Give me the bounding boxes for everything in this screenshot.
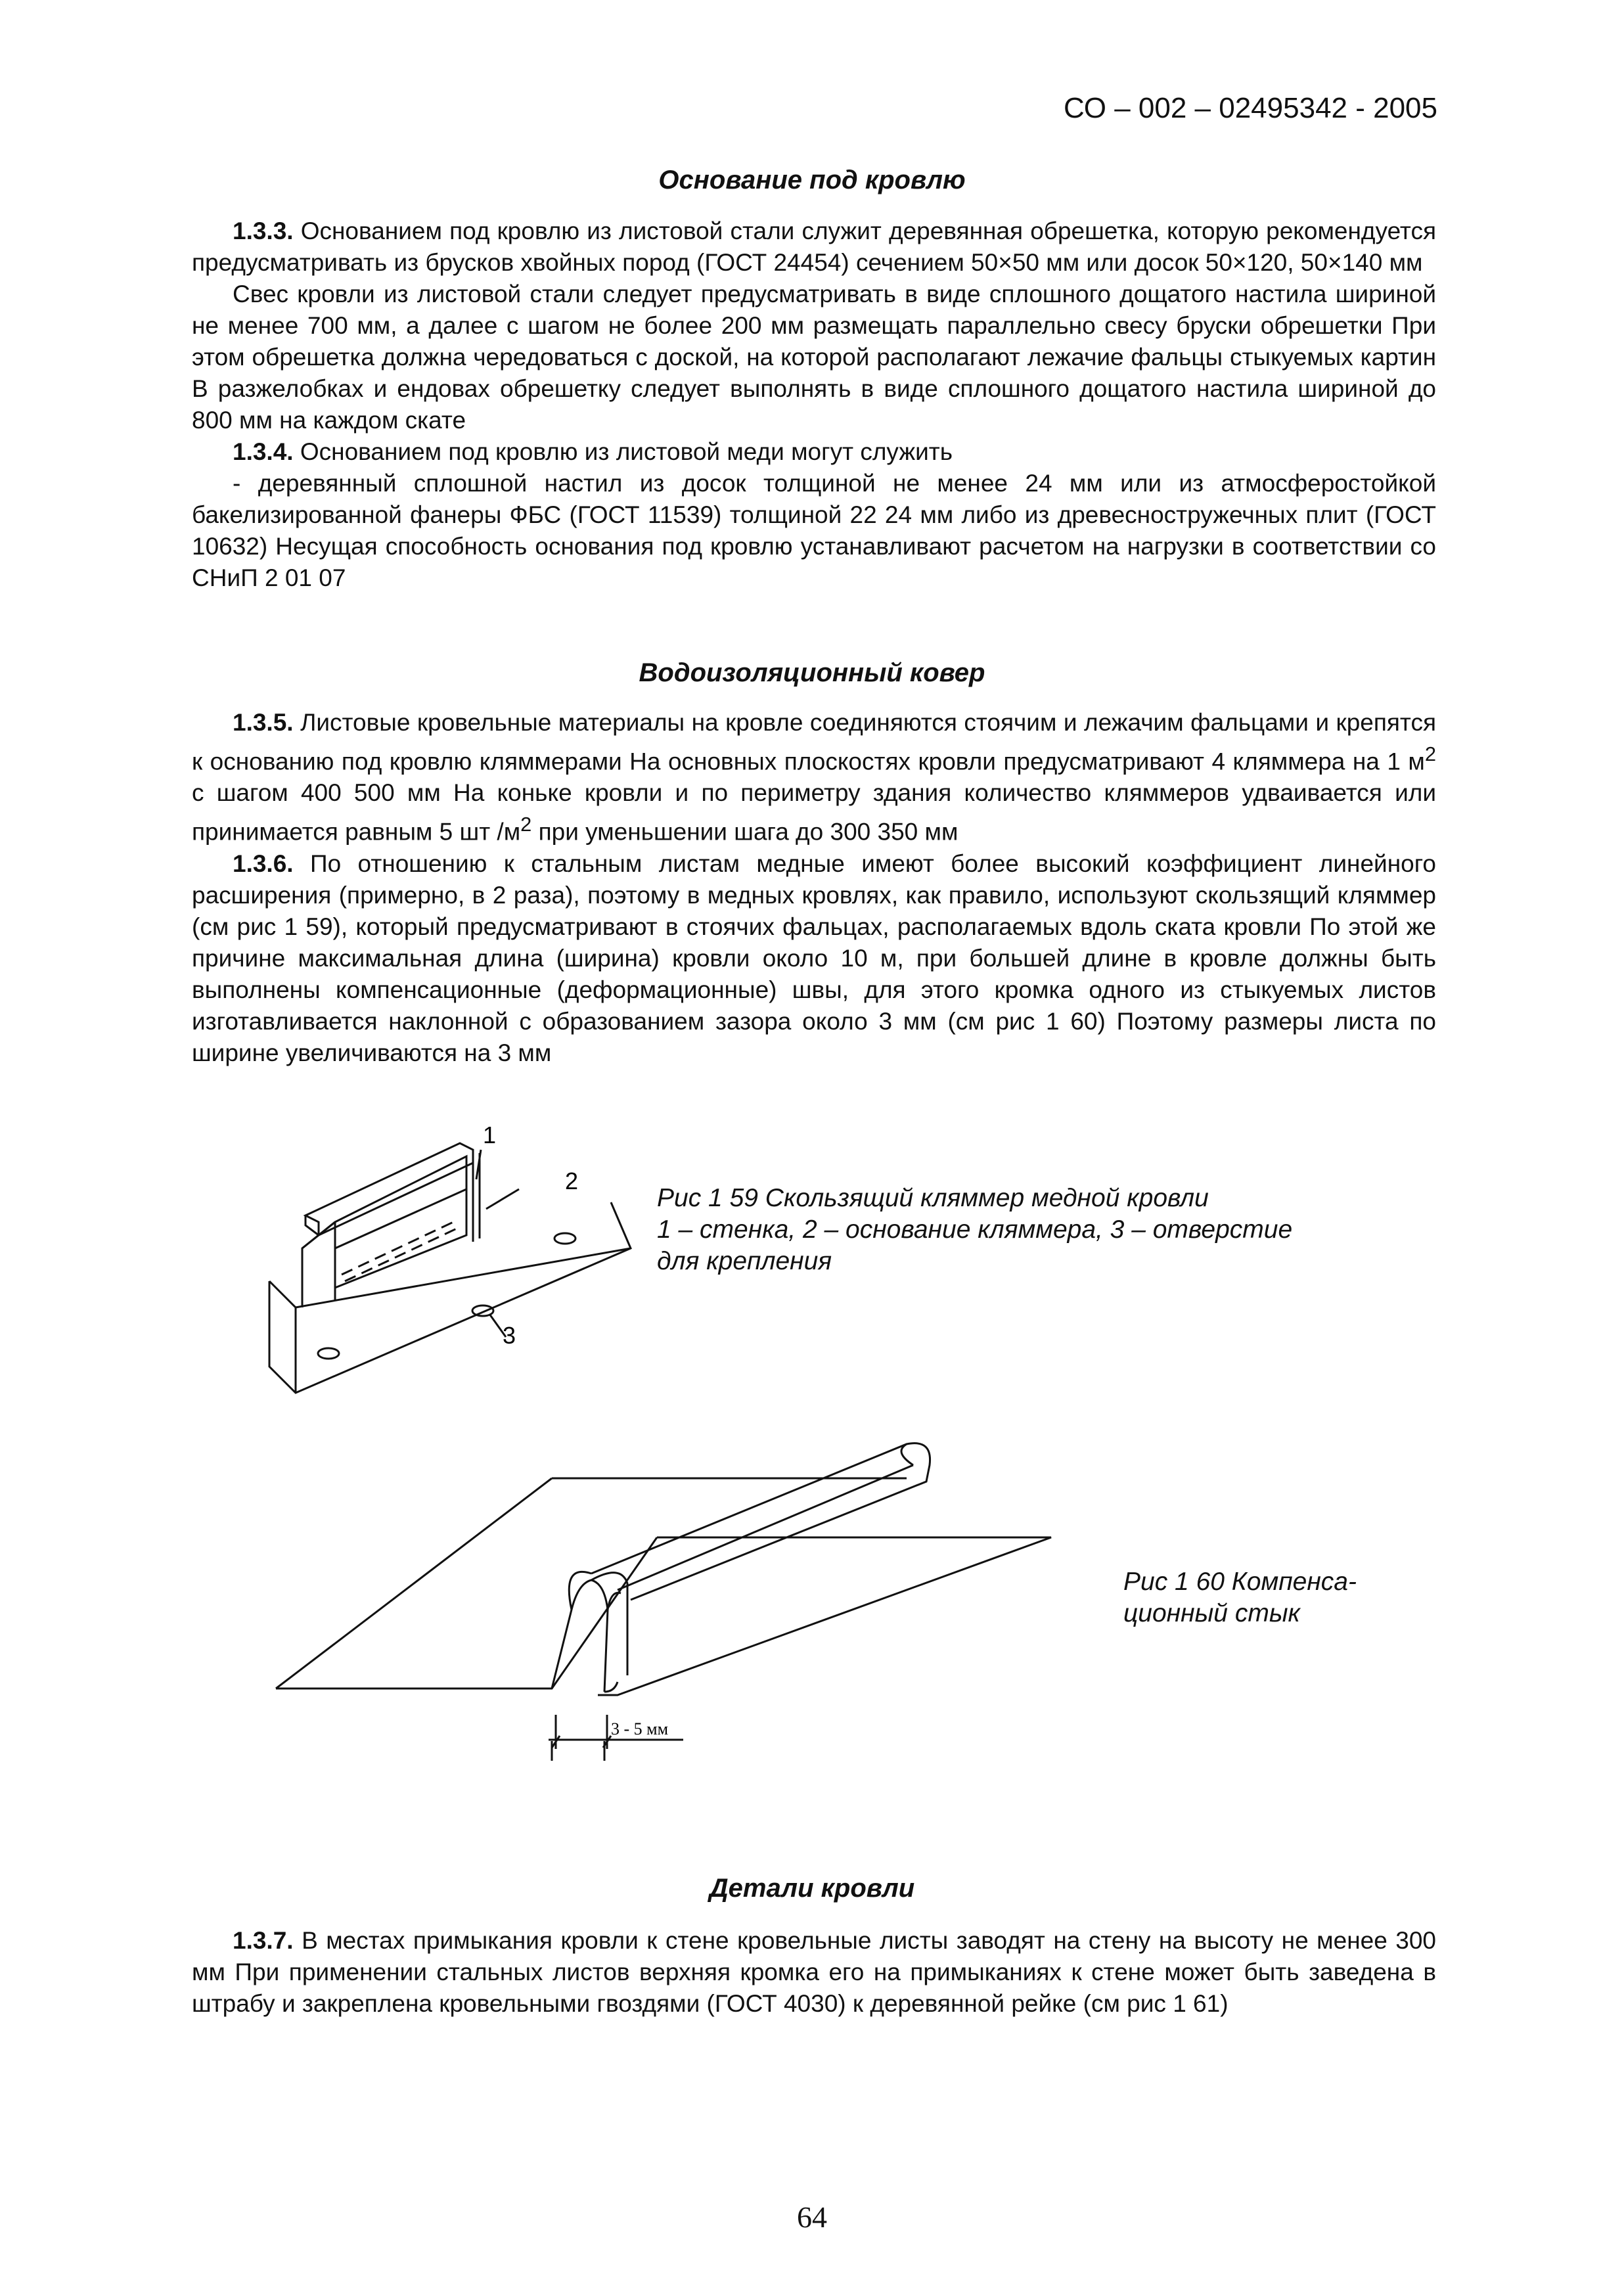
right-roof-sheet xyxy=(598,1537,1051,1695)
paragraph-1-3-7 xyxy=(192,1925,1436,2020)
paragraph-1-3-5 xyxy=(192,707,1436,848)
figure-1-60-caption xyxy=(1123,1566,1357,1629)
caption-line: для крепления xyxy=(657,1247,832,1275)
fig159-label-1: 1 xyxy=(483,1122,497,1148)
paragraph-number: 1.3.6. xyxy=(233,850,294,877)
figure-1-59-caption xyxy=(657,1183,1292,1277)
paragraph-1-3-3 xyxy=(192,215,1436,279)
paragraph-text: при уменьшении шага до 300 350 мм xyxy=(531,818,959,846)
fig159-label-2: 2 xyxy=(565,1167,579,1194)
paragraph-text: Основанием под кровлю из листовой меди могут служить xyxy=(300,438,953,465)
paragraph-text: Основанием под кровлю из листовой стали служит деревянная обрешетка, которую рекомендуется предусматривать из брусков хвойных пород (ГОСТ 24454) сечением 50×50 мм или досок 50×120, 50×140 мм xyxy=(192,217,1436,276)
figure-sliding-clip xyxy=(256,1117,677,1399)
paragraph-1-3-4 xyxy=(192,436,1436,468)
caption-line: Рис 1 60 Компенса- xyxy=(1123,1568,1357,1596)
caption-line: ционный стык xyxy=(1123,1599,1300,1627)
section-base-text xyxy=(192,215,1436,594)
superscript: 2 xyxy=(520,813,532,836)
paragraph-number: 1.3.5. xyxy=(233,709,294,736)
document-code: СО – 002 – 02495342 - 2005 xyxy=(1063,92,1437,124)
paragraph-number: 1.3.7. xyxy=(233,1927,294,1954)
section-details-text xyxy=(192,1925,1436,2020)
paragraph-text: с шагом 400 500 мм На коньке кровли и по периметру здания количество кляммеров удваивается или принимается равным 5 шт /м xyxy=(192,779,1436,846)
heading-details: Детали кровли xyxy=(709,1874,915,1903)
paragraph-text: Листовые кровельные материалы на кровле соединяются стоячим и лежачим фальцами и крепятся к основанию под кровлю кляммерами На основных плоскостях кровли предусматривают 4 кляммера на 1 м xyxy=(192,709,1436,775)
paragraph-text: По отношению к стальным листам медные имеют более высокий коэффициент линейного расширения (примерно, в 2 раза), поэтому в медных кровлях, как правило, используют скользящий кляммер (см рис 1 59), который предусматривают в стоячих фальцах, располагаемых вдоль ската кровли По этой же причине максимальная длина (ширина) кровли около 10 м, при большей длине в кровле должны быть выполнены компенсационные (деформационные) швы, для этого кромка одного из стыкуемых листов изготавливается наклонной с образованием зазора около 3 мм (см рис 1 60) Поэтому размеры листа по ширине увеличиваются на 3 мм xyxy=(192,850,1436,1066)
seam-top xyxy=(591,1443,930,1600)
clip-top-lip xyxy=(305,1143,473,1235)
paragraph-1-3-6 xyxy=(192,848,1436,1069)
paragraph-1-3-4-item: - деревянный сплошной настил из досок толщиной не менее 24 мм или из атмосферостойкой бакелизированной фанеры ФБС (ГОСТ 11539) толщиной 22 24 мм либо из древесностружечных плит (ГОСТ 10632) Несущая способность основания под кровлю устанавливают расчетом на нагрузки в соответствии со СНиП 2 01 07 xyxy=(192,470,1436,591)
paragraph-number: 1.3.4. xyxy=(233,438,294,465)
mounting-hole xyxy=(318,1348,339,1359)
paragraph-text: В местах примыкания кровли к стене кровельные листы заводят на стену на высоту не менее 300 мм При применении стальных листов верхняя кромка его на примыканиях к стене может быть заведена в штрабу и закреплена кровельными гвоздями (ГОСТ 4030) к деревянной рейке (см рис 1 61) xyxy=(192,1927,1437,2017)
paragraph-1-3-3-continued: Свес кровли из листовой стали следует предусматривать в виде сплошного дощатого настила шириной не менее 700 мм, а далее с шагом не более 200 мм размещать параллельно свесу бруски обрешетки При этом обрешетка должна чередоваться с доской, на которой располагают лежачие фальцы стыкуемых картин В разжелобках и ендовах обрешетку следует выполнять в виде сплошного дощатого настила шириной до 800 мм на каждом скате xyxy=(192,281,1436,434)
heading-waterproof: Водоизоляционный ковер xyxy=(639,658,985,687)
mounting-hole xyxy=(554,1233,575,1244)
fig159-label-3: 3 xyxy=(503,1322,516,1349)
left-roof-sheet xyxy=(276,1537,657,1688)
caption-line: Рис 1 59 Скользящий кляммер медной кровли xyxy=(657,1184,1209,1212)
paragraph-number: 1.3.3. xyxy=(233,217,294,244)
superscript: 2 xyxy=(1424,742,1436,765)
dimension-gap xyxy=(545,1708,716,1754)
section-waterproof-text xyxy=(192,707,1436,1069)
page-number: 64 xyxy=(797,2200,827,2234)
caption-line: 1 – стенка, 2 – основание кляммера, 3 – отверстие xyxy=(657,1215,1293,1244)
heading-base: Основание под кровлю xyxy=(658,166,966,194)
dimension-label: 3 - 5 мм xyxy=(611,1719,669,1738)
